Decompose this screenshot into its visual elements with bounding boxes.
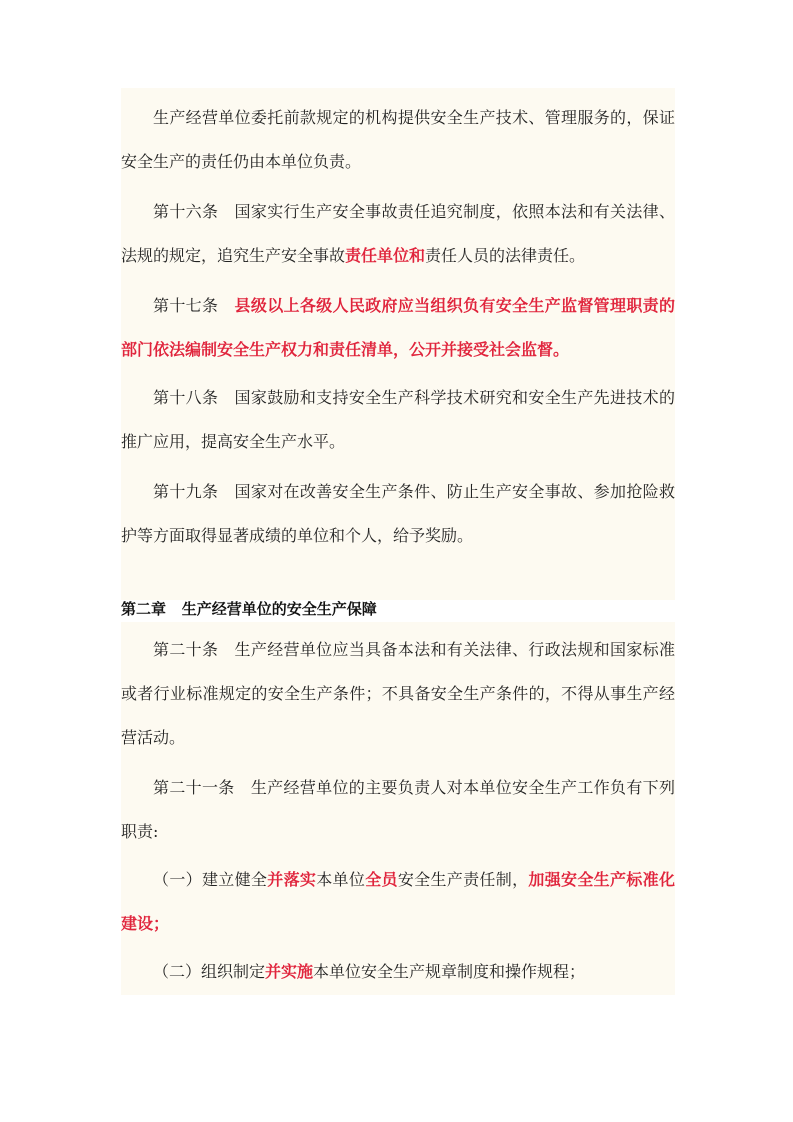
item-text: 本单位	[316, 870, 366, 889]
article-number: 第二十一条	[153, 778, 235, 797]
article-number: 第二十条	[153, 640, 219, 659]
duty-item-2	[121, 950, 675, 994]
article-text: 生产经营单位的主要负责人对本单位安全生产工作负有下列职责:	[121, 778, 675, 841]
article-number: 第十九条	[153, 482, 219, 501]
paragraph-entrusted-institution	[121, 96, 675, 184]
item-text: 安全生产责任制，	[397, 870, 529, 889]
article-text: 国家实行生产安全事故责任追究制度，依照本法和有关法律、法规的规定，追究生产安全事故	[121, 202, 675, 265]
article-17	[121, 284, 675, 372]
article-16	[121, 190, 675, 278]
article-21	[121, 766, 675, 854]
article-text: 生产经营单位应当具备本法和有关法律、行政法规和国家标准或者行业标准规定的安全生产条件；不具备安全生产条件的，不得从事生产经营活动。	[121, 640, 675, 747]
article-number: 第十六条	[153, 202, 219, 221]
item-text-highlight: 并落实	[267, 870, 317, 889]
article-18	[121, 376, 675, 464]
item-text-highlight: 加强安全生产标准化建设；	[121, 870, 675, 933]
article-text: 责任人员的法律责任。	[425, 246, 586, 265]
chapter-number: 第二章	[121, 600, 167, 618]
article-19	[121, 470, 675, 558]
article-text: 国家鼓励和支持安全生产科学技术研究和安全生产先进技术的推广应用，提高安全生产水平。	[121, 388, 675, 451]
article-number: 第十七条	[153, 296, 219, 315]
article-number: 第十八条	[153, 388, 219, 407]
article-20	[121, 628, 675, 760]
item-text: 本单位安全生产规章制度和操作规程；	[313, 962, 586, 981]
item-text-highlight: 并实施	[265, 962, 314, 981]
paragraph-text: 生产经营单位委托前款规定的机构提供安全生产技术、管理服务的，保证安全生产的责任仍由本单位负责。	[121, 108, 675, 171]
article-text-highlight: 责任单位和	[345, 246, 426, 265]
item-text: （一）建立健全	[153, 870, 268, 889]
chapter-title: 生产经营单位的安全生产保障	[181, 600, 377, 618]
chapter-heading	[121, 597, 377, 621]
duty-item-1	[121, 858, 675, 946]
article-text-highlight: 县级以上各级人民政府应当组织负有安全生产监督管理职责的部门依法编制安全生产权力和责任清单，公开并接受社会监督。	[121, 296, 675, 359]
article-text: 国家对在改善安全生产条件、防止生产安全事故、参加抢险救护等方面取得显著成绩的单位和个人，给予奖励。	[121, 482, 675, 545]
item-text: （二）组织制定	[153, 962, 266, 981]
item-text-highlight: 全员	[365, 870, 398, 889]
